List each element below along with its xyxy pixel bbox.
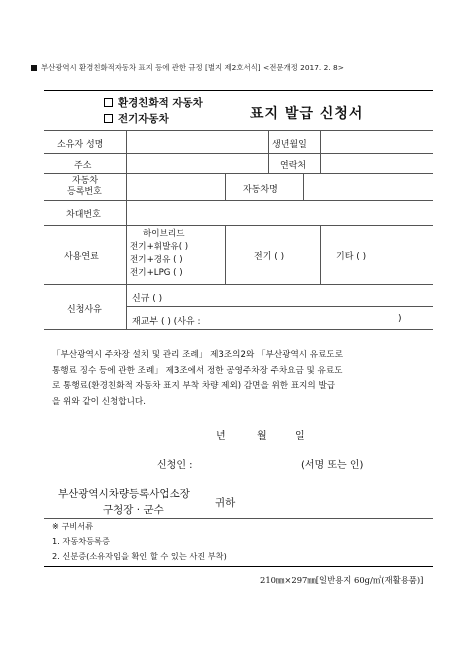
address-field[interactable] [130, 156, 264, 171]
reissue-option[interactable]: 재교부 ( ) (사유 : [132, 317, 201, 327]
application-statement [52, 348, 430, 410]
form-header [31, 62, 344, 73]
square-bullet-icon [31, 65, 37, 71]
column-divider [320, 130, 321, 173]
reissue-reason-close: ) [398, 314, 402, 324]
title-option-ev [104, 111, 169, 126]
column-divider [268, 130, 269, 173]
vehicle-reg-label [67, 176, 102, 198]
date-month-label: 월 [257, 431, 267, 442]
statement-line: 로 통행료(환경친화적 자동차 표지 부착 차량 제외) 감면을 위한 표지의 발급 [52, 381, 336, 391]
owner-name-label: 소유자 성명 [57, 140, 104, 150]
required-document-item: 1. 자동차등록증 [52, 536, 110, 546]
fuel-label: 사용연료 [64, 252, 99, 262]
row-divider [44, 225, 433, 226]
column-divider [225, 225, 226, 284]
hybrid-heading: 하이브리드 [143, 229, 185, 239]
form-title: 표지 발급 신청서 [250, 106, 364, 122]
column-divider [303, 173, 304, 200]
required-document-item: 2. 신분증(소유자임을 확인 할 수 있는 사진 부착) [52, 551, 227, 561]
address-label: 주소 [74, 161, 92, 171]
row-divider [44, 200, 433, 201]
other-fuel-option[interactable]: 기타 ( ) [336, 252, 367, 262]
reason-label: 신청사유 [67, 305, 102, 315]
column-divider [225, 173, 226, 200]
vehicle-name-label: 자동차명 [243, 185, 278, 195]
eco-vehicle-checkbox[interactable] [104, 98, 113, 107]
contact-label: 연락처 [280, 161, 307, 171]
column-divider [126, 130, 127, 329]
chassis-number-label: 차대번호 [66, 210, 101, 220]
recipient-registration-office: 부산광역시차량등록사업소장 [58, 488, 190, 500]
electric-vehicle-checkbox[interactable] [104, 114, 113, 123]
vehicle-name-field[interactable] [307, 176, 429, 198]
row-divider [126, 306, 433, 307]
electric-vehicle-label: 전기자동차 [118, 113, 169, 125]
chassis-number-field[interactable] [130, 203, 430, 223]
row-divider [44, 153, 433, 154]
vehicle-reg-label-line1: 자동차 [72, 176, 99, 186]
owner-name-field[interactable] [130, 134, 264, 150]
electric-option[interactable]: 전기 ( ) [254, 252, 285, 262]
required-documents-heading: ※ 구비서류 [52, 521, 94, 531]
statement-line: 「부산광역시 주차장 설치 및 관리 조례」 제3조의2와 「부산광역시 유료도로 [52, 350, 344, 360]
row-divider [44, 284, 433, 285]
vehicle-reg-field[interactable] [130, 176, 222, 198]
title-option-eco [104, 95, 203, 110]
statement-line: 을 위와 같이 신청합니다. [52, 396, 146, 407]
date-day-label: 일 [295, 431, 305, 442]
new-issue-option[interactable]: 신규 ( ) [132, 294, 163, 304]
birthdate-field[interactable] [324, 134, 430, 150]
date-year-label: 년 [216, 431, 226, 442]
row-divider [44, 173, 433, 174]
hybrid-gasoline-option[interactable]: 전기+휘발유( ) [130, 242, 189, 252]
applicant-name-field[interactable] [203, 452, 298, 470]
column-divider [320, 225, 321, 284]
hybrid-diesel-option[interactable]: 전기+경유 ( ) [130, 255, 183, 265]
hybrid-options [130, 228, 189, 280]
statement-line: 통행료 징수 등에 관한 조례」 제3조에서 정한 공영주차장 주차요금 및 유료도 [52, 365, 343, 376]
birthdate-label: 생년월일 [272, 140, 307, 150]
recipient-district-head: 구청장 · 군수 [103, 504, 164, 516]
row-divider [44, 518, 433, 519]
regulation-reference: 부산광역시 환경친화적자동차 표지 등에 관한 규정 [별지 제2호서식] <전문개정 2017. 2. 8> [41, 63, 344, 72]
signature-seal-label: (서명 또는 인) [301, 460, 364, 471]
vehicle-reg-label-line2: 등록번호 [67, 187, 102, 197]
hybrid-lpg-option[interactable]: 전기+LPG ( ) [130, 268, 183, 278]
row-divider [44, 130, 433, 131]
recipient-honorific: 귀하 [215, 497, 236, 509]
applicant-label: 신청인 : [157, 460, 193, 471]
paper-specification: 210㎜×297㎜[일반용지 60g/㎡(재활용품)] [260, 575, 424, 585]
contact-field[interactable] [324, 156, 430, 171]
eco-vehicle-label: 환경친화적 자동차 [118, 97, 203, 109]
row-divider [44, 329, 433, 330]
